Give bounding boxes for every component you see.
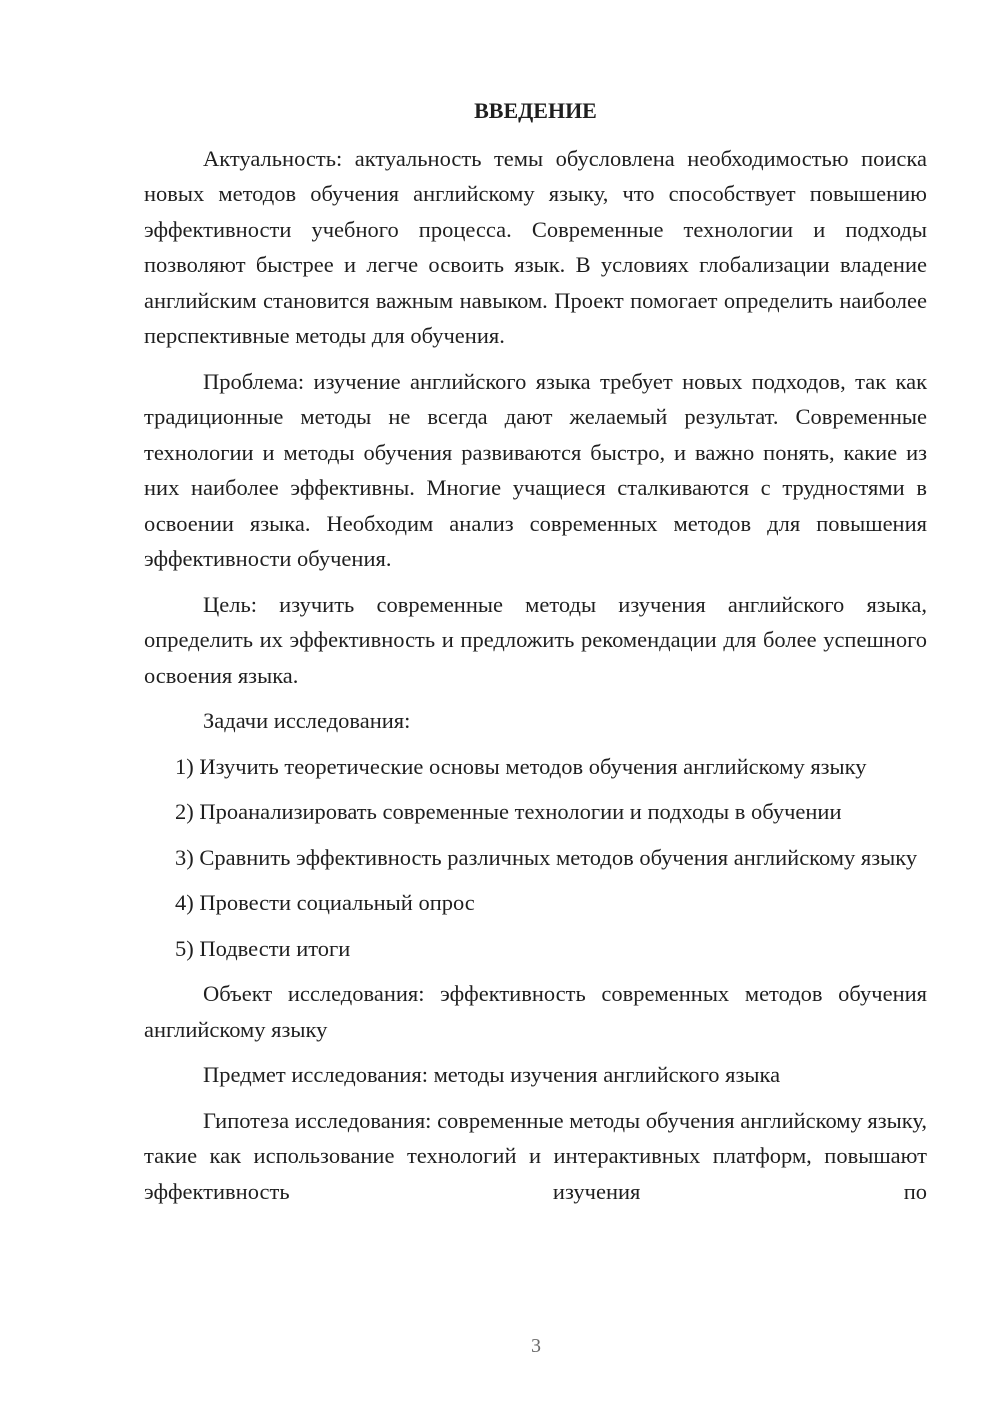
hypothesis-paragraph: Гипотеза исследования: современные методы обучения английскому языку, такие как использование технологий и интерактивных платформ, повышают эффективность изучения по [144,1107,927,1204]
goal-paragraph: Цель: изучить современные методы изучения английского языка, определить их эффективность и предложить рекомендации для более успешного освоения языка. [144,591,927,688]
task-item-4: 4) Провести социальный опрос [175,890,475,915]
page-content [144,93,927,1209]
task-item-3: 3) Сравнить эффективность различных методов обучения английскому языку [175,844,918,870]
relevance-paragraph: Актуальность: актуальность темы обусловлена необходимостью поиска новых методов обучения английскому языку, что способствует повышению эффективности учебного процесса. Современные технологии и подходы позволяют быстрее и легче освоить язык. В условиях глобализации владение английским становится важным навыком. Проект помогает определить наиболее перспективные методы для обучения. [144,145,927,348]
tasks-heading: Задачи исследования: [203,708,411,733]
task-item-1: 1) Изучить теоретические основы методов обучения английскому языку [175,753,867,779]
task-item-2: 2) Проанализировать современные технологии и подходы в обучении [175,799,842,824]
subject-paragraph: Предмет исследования: методы изучения английского языка [203,1062,781,1087]
page-number: 3 [531,1335,541,1357]
section-title: ВВЕДЕНИЕ [474,98,597,123]
task-item-5: 5) Подвести итоги [175,935,351,961]
object-paragraph: Объект исследования: эффективность современных методов обучения английскому языку [144,981,927,1042]
problem-paragraph: Проблема: изучение английского языка требует новых подходов, так как традиционные методы не всегда дают желаемый результат. Современные технологии и методы обучения развиваются быстро, и важно понять, какие из них наиболее эффективны. Многие учащиеся сталкиваются с трудностями в освоении языка. Необходим анализ современных методов для повышения эффективности обучения. [144,368,927,571]
